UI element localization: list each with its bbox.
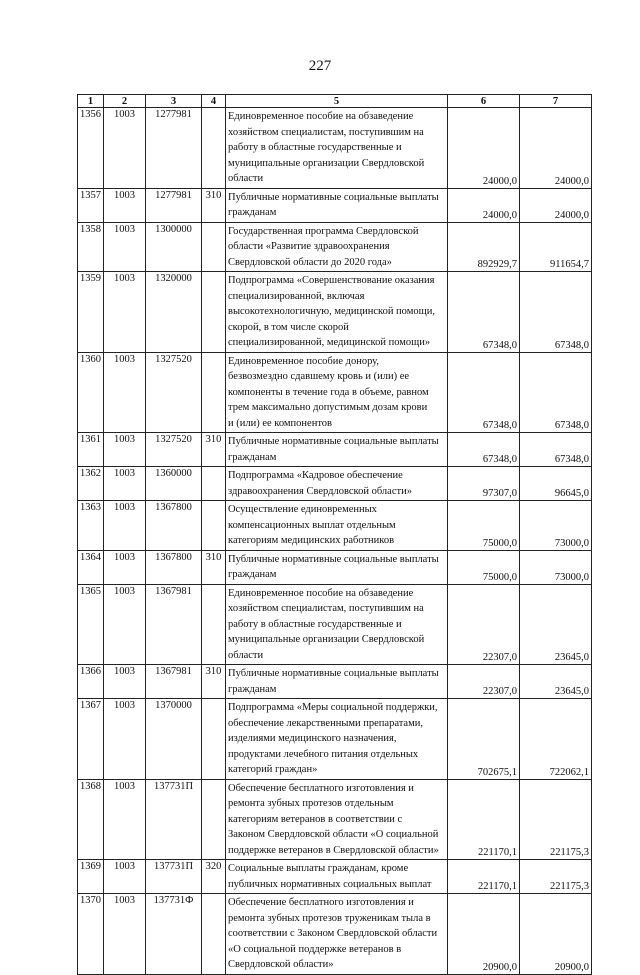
- row-number: 1364: [78, 550, 104, 584]
- column-header: 4: [202, 95, 226, 108]
- expense-type-code: [202, 222, 226, 272]
- description-line: и (или) ее компонентов: [228, 417, 332, 429]
- description-line: муниципальные организации Свердловской: [228, 634, 425, 645]
- amount-year-2: 722062,1: [520, 699, 592, 780]
- target-article-code: 1327520: [146, 433, 202, 467]
- expense-type-code: 310: [202, 433, 226, 467]
- item-description: [226, 665, 448, 699]
- row-number: 1367: [78, 699, 104, 780]
- amount-year-1: 67348,0: [448, 352, 520, 433]
- target-article-code: 1367800: [146, 501, 202, 551]
- target-article-code: 1367981: [146, 584, 202, 665]
- item-description: [226, 699, 448, 780]
- column-header: 3: [146, 95, 202, 108]
- amount-year-1: 75000,0: [448, 550, 520, 584]
- amount-year-1: 67348,0: [448, 433, 520, 467]
- section-code: 1003: [104, 779, 146, 860]
- description-line: Подпрограмма «Совершенствование оказания: [228, 275, 435, 286]
- amount-year-1: 22307,0: [448, 665, 520, 699]
- section-code: 1003: [104, 272, 146, 353]
- expense-type-code: 320: [202, 860, 226, 894]
- description-line: Публичные нормативные социальные выплаты: [228, 553, 439, 565]
- description-line: «О социальной поддержке ветеранов в: [228, 943, 402, 955]
- expense-type-code: 310: [202, 550, 226, 584]
- header-row: [78, 95, 592, 108]
- description-line: высокотехнологичную, медицинской помощи,: [228, 306, 435, 317]
- description-line: хозяйством специалистам, поступившим на: [228, 126, 424, 138]
- section-code: 1003: [104, 550, 146, 584]
- row-number: 1361: [78, 433, 104, 467]
- item-description: [226, 272, 448, 353]
- table-row: [78, 779, 592, 860]
- row-number: 1357: [78, 188, 104, 222]
- amount-year-2: 67348,0: [520, 352, 592, 433]
- description-line: Публичные нормативные социальные выплаты: [228, 668, 439, 679]
- description-line: обеспечение лекарственными препаратами,: [228, 717, 423, 729]
- table-row: [78, 894, 592, 975]
- item-description: [226, 860, 448, 894]
- description-line: публичных нормативных социальных выплат: [228, 878, 432, 890]
- item-description: [226, 550, 448, 584]
- description-line: гражданам: [228, 451, 277, 463]
- row-number: 1359: [78, 272, 104, 353]
- amount-year-1: 75000,0: [448, 501, 520, 551]
- description-line: гражданам: [228, 569, 277, 580]
- description-line: категорий граждан»: [228, 764, 318, 775]
- amount-year-2: 23645,0: [520, 584, 592, 665]
- description-line: хозяйством специалистам, поступившим на: [228, 603, 424, 614]
- table-row: [78, 188, 592, 222]
- description-line: категориям ветеранов в соответствии с: [228, 813, 403, 825]
- row-number: 1369: [78, 860, 104, 894]
- section-code: 1003: [104, 352, 146, 433]
- row-number: 1360: [78, 352, 104, 433]
- column-header: 6: [448, 95, 520, 108]
- amount-year-2: 73000,0: [520, 550, 592, 584]
- row-number: 1366: [78, 665, 104, 699]
- item-description: [226, 108, 448, 189]
- description-line: компоненты в течение года в объеме, равном: [228, 386, 429, 398]
- amount-year-1: 67348,0: [448, 272, 520, 353]
- item-description: [226, 188, 448, 222]
- amount-year-2: 23645,0: [520, 665, 592, 699]
- section-code: 1003: [104, 699, 146, 780]
- description-line: здравоохранения Свердловской области»: [228, 485, 412, 497]
- amount-year-2: 221175,3: [520, 779, 592, 860]
- section-code: 1003: [104, 222, 146, 272]
- expense-type-code: [202, 272, 226, 353]
- description-line: специализированной, медицинской помощи»: [228, 337, 431, 348]
- expense-type-code: [202, 352, 226, 433]
- target-article-code: 1300000: [146, 222, 202, 272]
- section-code: 1003: [104, 433, 146, 467]
- budget-table: [77, 94, 592, 975]
- item-description: [226, 894, 448, 975]
- target-article-code: 1327520: [146, 352, 202, 433]
- description-line: категориям медицинских работников: [228, 535, 395, 546]
- amount-year-1: 892929,7: [448, 222, 520, 272]
- amount-year-2: 911654,7: [520, 222, 592, 272]
- table-row: [78, 222, 592, 272]
- target-article-code: 1367981: [146, 665, 202, 699]
- description-line: гражданам: [228, 683, 277, 695]
- column-header: 7: [520, 95, 592, 108]
- description-line: трем максимально допустимым дозам крови: [228, 402, 428, 413]
- item-description: [226, 222, 448, 272]
- column-header: 2: [104, 95, 146, 108]
- description-line: продуктами лечебного питания отдельных: [228, 748, 419, 760]
- expense-type-code: [202, 467, 226, 501]
- description-line: Свердловской области»: [228, 959, 334, 970]
- item-description: [226, 352, 448, 433]
- description-line: соответствии с Законом Свердловской области: [228, 928, 438, 939]
- section-code: 1003: [104, 665, 146, 699]
- description-line: Публичные нормативные социальные выплаты: [228, 436, 439, 447]
- amount-year-2: 67348,0: [520, 272, 592, 353]
- description-line: Осуществление единовременных: [228, 504, 377, 515]
- item-description: [226, 433, 448, 467]
- row-number: 1358: [78, 222, 104, 272]
- expense-type-code: [202, 894, 226, 975]
- description-line: Обеспечение бесплатного изготовления и: [228, 782, 414, 794]
- amount-year-2: 24000,0: [520, 108, 592, 189]
- amount-year-1: 22307,0: [448, 584, 520, 665]
- table-row: [78, 860, 592, 894]
- description-line: скорой, в том числе скорой: [228, 321, 349, 333]
- section-code: 1003: [104, 894, 146, 975]
- row-number: 1368: [78, 779, 104, 860]
- amount-year-1: 24000,0: [448, 108, 520, 189]
- description-line: Подпрограмма «Кадровое обеспечение: [228, 470, 403, 481]
- item-description: [226, 779, 448, 860]
- description-line: Единовременное пособие донору,: [228, 355, 380, 367]
- item-description: [226, 467, 448, 501]
- row-number: 1363: [78, 501, 104, 551]
- table-body: [78, 108, 592, 975]
- table-row: [78, 665, 592, 699]
- amount-year-1: 221170,1: [448, 779, 520, 860]
- table-row: [78, 584, 592, 665]
- target-article-code: 1360000: [146, 467, 202, 501]
- amount-year-1: 20900,0: [448, 894, 520, 975]
- item-description: [226, 501, 448, 551]
- amount-year-1: 97307,0: [448, 467, 520, 501]
- table-row: [78, 501, 592, 551]
- description-line: области: [228, 173, 264, 184]
- target-article-code: 1367800: [146, 550, 202, 584]
- description-line: области: [228, 649, 264, 661]
- description-line: Законом Свердловской области «О социальной: [228, 829, 439, 840]
- description-line: Подпрограмма «Меры социальной поддержки,: [228, 702, 438, 713]
- target-article-code: 137731Ф: [146, 894, 202, 975]
- expense-type-code: [202, 779, 226, 860]
- description-line: изделиями медицинского назначения,: [228, 733, 397, 744]
- row-number: 1362: [78, 467, 104, 501]
- target-article-code: 1277981: [146, 188, 202, 222]
- amount-year-2: 96645,0: [520, 467, 592, 501]
- column-header: 1: [78, 95, 104, 108]
- section-code: 1003: [104, 108, 146, 189]
- target-article-code: 1320000: [146, 272, 202, 353]
- row-number: 1370: [78, 894, 104, 975]
- description-line: специализированной, включая: [228, 290, 365, 302]
- expense-type-code: [202, 699, 226, 780]
- description-line: муниципальные организации Свердловской: [228, 157, 425, 169]
- table-row: [78, 352, 592, 433]
- target-article-code: 137731П: [146, 779, 202, 860]
- description-line: ремонта зубных протезов отдельным: [228, 798, 394, 809]
- description-line: Единовременное пособие на обзаведение: [228, 111, 414, 122]
- table-row: [78, 699, 592, 780]
- section-code: 1003: [104, 501, 146, 551]
- description-line: Государственная программа Свердловской: [228, 225, 419, 237]
- amount-year-2: 73000,0: [520, 501, 592, 551]
- table-row: [78, 108, 592, 189]
- description-line: ремонта зубных протезов труженикам тыла в: [228, 912, 431, 924]
- description-line: Единовременное пособие на обзаведение: [228, 587, 414, 599]
- table-row: [78, 272, 592, 353]
- section-code: 1003: [104, 860, 146, 894]
- description-line: работу в областные государственные и: [228, 142, 402, 153]
- amount-year-1: 24000,0: [448, 188, 520, 222]
- expense-type-code: [202, 108, 226, 189]
- description-line: Социальные выплаты гражданам, кроме: [228, 863, 409, 874]
- section-code: 1003: [104, 467, 146, 501]
- target-article-code: 1370000: [146, 699, 202, 780]
- section-code: 1003: [104, 188, 146, 222]
- amount-year-1: 702675,1: [448, 699, 520, 780]
- amount-year-2: 24000,0: [520, 188, 592, 222]
- description-line: поддержке ветеранов в Свердловской области»: [228, 844, 439, 856]
- expense-type-code: [202, 584, 226, 665]
- description-line: гражданам: [228, 207, 277, 218]
- expense-type-code: [202, 501, 226, 551]
- amount-year-2: 221175,3: [520, 860, 592, 894]
- target-article-code: 137731П: [146, 860, 202, 894]
- row-number: 1356: [78, 108, 104, 189]
- expense-type-code: 310: [202, 188, 226, 222]
- description-line: области «Развитие здравоохранения: [228, 241, 390, 252]
- amount-year-2: 67348,0: [520, 433, 592, 467]
- column-header: 5: [226, 95, 448, 108]
- target-article-code: 1277981: [146, 108, 202, 189]
- section-code: 1003: [104, 584, 146, 665]
- description-line: безвозмездно сдавшему кровь и (или) ее: [228, 371, 410, 382]
- description-line: компенсационных выплат отдельным: [228, 519, 396, 531]
- amount-year-1: 221170,1: [448, 860, 520, 894]
- description-line: работу в областные государственные и: [228, 618, 402, 630]
- page-number: 227: [308, 58, 332, 74]
- table-row: [78, 550, 592, 584]
- item-description: [226, 584, 448, 665]
- table-row: [78, 467, 592, 501]
- description-line: Свердловской области до 2020 года»: [228, 256, 392, 268]
- row-number: 1365: [78, 584, 104, 665]
- table-row: [78, 433, 592, 467]
- description-line: Обеспечение бесплатного изготовления и: [228, 897, 414, 908]
- expense-type-code: 310: [202, 665, 226, 699]
- description-line: Публичные нормативные социальные выплаты: [228, 191, 439, 203]
- amount-year-2: 20900,0: [520, 894, 592, 975]
